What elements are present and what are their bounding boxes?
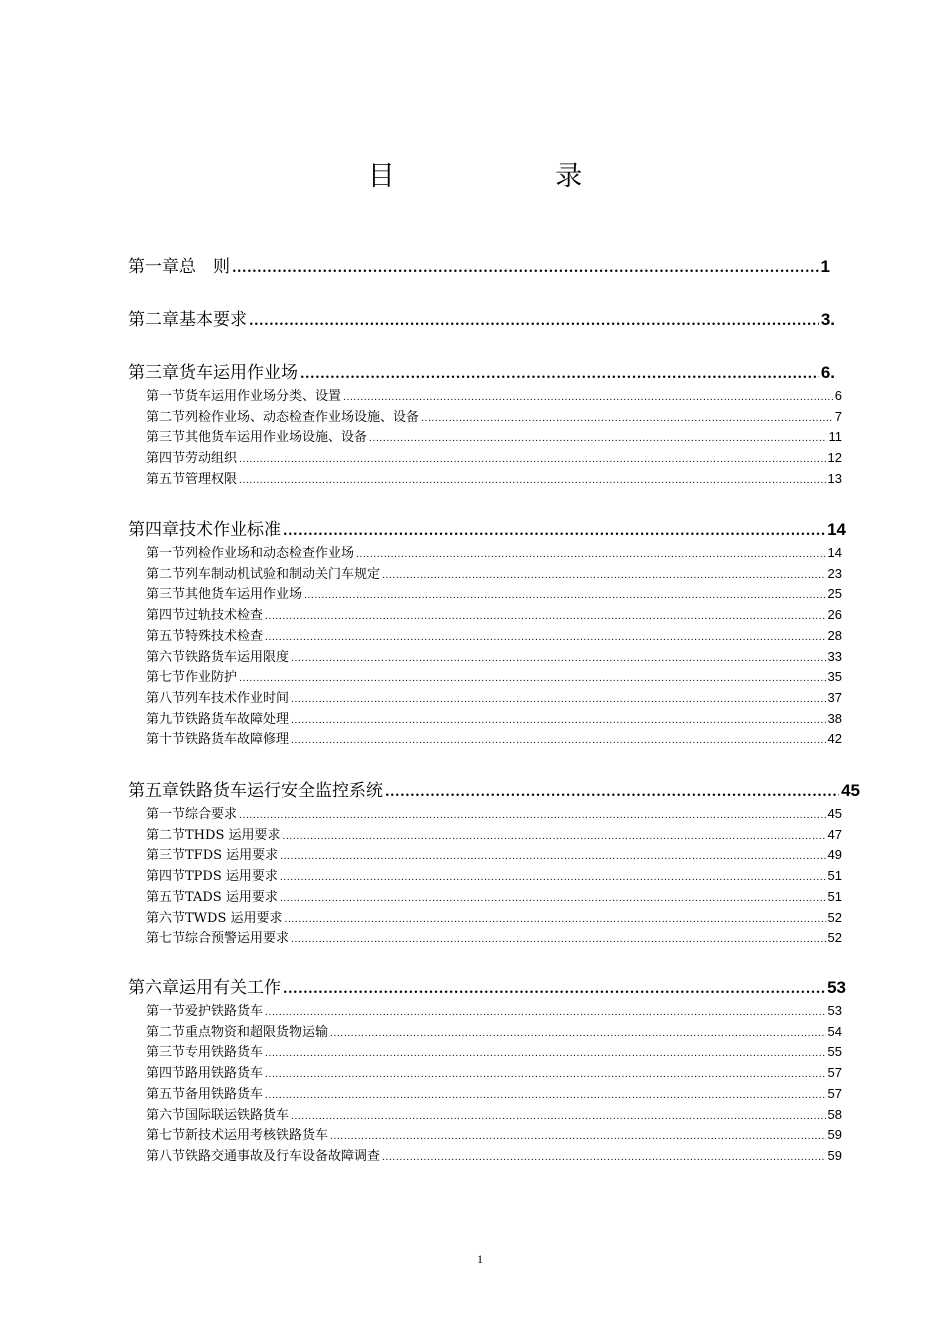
section-number: 第五节 (146, 1087, 186, 1102)
section-page: 11 (828, 429, 842, 444)
leader-dots (385, 785, 839, 800)
leader-dots (265, 1070, 826, 1080)
section-page: 37 (827, 690, 842, 705)
toc-section-entry[interactable] (146, 886, 842, 905)
chapter-page: 3. (820, 310, 835, 329)
chapter-page: 14 (827, 520, 846, 539)
leader-dots (291, 695, 826, 705)
toc-section-entry[interactable] (146, 1145, 842, 1164)
leader-dots (356, 550, 826, 560)
section-number: 第三节 (146, 848, 186, 863)
chapter-number: 第二章 (128, 310, 179, 330)
section-title: 备用铁路货车 (185, 1087, 264, 1102)
toc-section-entry[interactable] (146, 1083, 842, 1102)
leader-dots (382, 571, 826, 581)
leader-dots (291, 716, 826, 726)
leader-dots (291, 1112, 826, 1122)
toc-section-entry[interactable] (146, 728, 842, 747)
toc-section-entry[interactable] (146, 708, 842, 727)
section-page: 57 (827, 1065, 842, 1080)
section-page: 53 (827, 1003, 842, 1018)
toc-chapter-entry[interactable] (128, 358, 835, 382)
section-page: 14 (827, 545, 842, 560)
leader-dots (283, 832, 826, 842)
section-number: 第五节 (146, 890, 186, 905)
section-number: 第二节 (146, 1025, 186, 1040)
section-title: 铁路货车运用限度 (185, 650, 290, 665)
toc-section-entry[interactable] (146, 406, 842, 425)
section-number: 第二节 (146, 567, 186, 582)
section-page: 59 (827, 1148, 842, 1163)
section-number: 第九节 (146, 712, 186, 727)
toc-section-entry[interactable] (146, 1021, 842, 1040)
toc-section-entry[interactable] (146, 927, 842, 946)
chapter-number: 第四章 (128, 520, 179, 540)
section-title: 国际联运铁路货车 (185, 1108, 290, 1123)
leader-dots (280, 852, 825, 862)
section-title: 路用铁路货车 (185, 1066, 264, 1081)
toc-section-entry[interactable] (146, 1124, 842, 1143)
section-title: 作业防护 (185, 670, 238, 685)
page-title: 目 录 (367, 161, 659, 192)
section-page: 26 (827, 607, 842, 622)
section-title: 爱护铁路货车 (185, 1004, 264, 1019)
toc-section-entry[interactable] (146, 625, 842, 644)
section-number: 第八节 (146, 1149, 186, 1164)
leader-dots (265, 612, 826, 622)
leader-dots (330, 1132, 826, 1142)
section-title: 铁路交通事故及行车设备故障调查 (185, 1149, 381, 1164)
section-page: 12 (827, 450, 842, 465)
leader-dots (280, 894, 826, 904)
section-number: 第四节 (146, 608, 186, 623)
leader-dots (330, 1029, 826, 1039)
section-page: 6 (834, 388, 842, 403)
leader-dots (265, 1091, 826, 1101)
toc-section-entry[interactable] (146, 803, 842, 822)
section-number: 第六节 (146, 650, 186, 665)
leader-dots (291, 654, 826, 664)
section-title: 综合预警运用要求 (185, 931, 290, 946)
section-title: 管理权限 (185, 472, 238, 487)
leader-dots (291, 935, 826, 945)
section-page: 52 (827, 930, 842, 945)
section-page: 55 (827, 1044, 842, 1059)
toc-chapter-entry[interactable] (128, 515, 846, 539)
section-page: 7 (834, 409, 842, 424)
chapter-page: 6. (820, 363, 835, 382)
section-page: 42 (827, 731, 842, 746)
leader-dots (304, 591, 826, 601)
section-number: 第三节 (146, 587, 186, 602)
toc-section-entry[interactable] (146, 563, 842, 582)
section-number: 第七节 (146, 670, 186, 685)
section-title: 过轨技术检查 (185, 608, 264, 623)
chapter-title: 基本要求 (179, 310, 247, 330)
chapter-title: 铁路货车运行安全监控系统 (179, 781, 383, 801)
section-number: 第四节 (146, 1066, 186, 1081)
section-page: 35 (827, 669, 842, 684)
section-number: 第四节 (146, 869, 186, 884)
section-title: 列车技术作业时间 (185, 691, 290, 706)
section-title: 铁路货车故障修理 (185, 732, 290, 747)
leader-dots (265, 1008, 826, 1018)
chapter-number: 第三章 (128, 363, 179, 383)
section-title: 重点物资和超限货物运输 (185, 1025, 329, 1040)
section-title: 铁路货车故障处理 (185, 712, 290, 727)
section-page: 28 (827, 628, 842, 643)
leader-dots (382, 1153, 826, 1163)
chapter-number: 第一章 (128, 257, 179, 277)
section-title: TWDS 运用要求 (185, 911, 283, 926)
section-title: TADS 运用要求 (185, 890, 278, 905)
leader-dots (285, 915, 826, 925)
section-page: 59 (827, 1127, 842, 1142)
section-number: 第十节 (146, 732, 186, 747)
section-number: 第四节 (146, 451, 186, 466)
section-number: 第三节 (146, 430, 186, 445)
section-number: 第三节 (146, 1045, 186, 1060)
leader-dots (283, 982, 825, 997)
section-title: 新技术运用考核铁路货车 (185, 1128, 329, 1143)
section-number: 第二节 (146, 828, 186, 843)
section-number: 第二节 (146, 410, 186, 425)
toc-section-entry[interactable] (146, 426, 842, 445)
toc-section-entry[interactable] (146, 844, 842, 863)
section-number: 第五节 (146, 629, 186, 644)
section-title: 劳动组织 (185, 451, 238, 466)
section-number: 第一节 (146, 807, 186, 822)
section-page: 51 (827, 889, 842, 904)
toc-section-entry[interactable] (146, 542, 842, 561)
toc-section-entry[interactable] (146, 385, 842, 404)
section-number: 第八节 (146, 691, 186, 706)
chapter-number: 第六章 (128, 978, 179, 998)
section-page: 51 (827, 868, 842, 883)
section-page: 57 (827, 1086, 842, 1101)
toc-section-entry[interactable] (146, 687, 842, 706)
section-number: 第一节 (146, 546, 186, 561)
section-page: 52 (827, 910, 842, 925)
section-page: 13 (827, 471, 842, 486)
section-title: TFDS 运用要求 (185, 848, 279, 863)
section-page: 49 (827, 847, 842, 862)
leader-dots (232, 261, 819, 276)
leader-dots (369, 434, 826, 444)
section-page: 38 (827, 711, 842, 726)
leader-dots (283, 524, 825, 539)
section-title: 专用铁路货车 (185, 1045, 264, 1060)
section-number: 第七节 (146, 1128, 186, 1143)
leader-dots (343, 393, 833, 403)
section-page: 23 (827, 566, 842, 581)
toc-section-entry[interactable] (146, 583, 842, 602)
section-number: 第七节 (146, 931, 186, 946)
chapter-number: 第五章 (128, 781, 179, 801)
leader-dots (239, 674, 826, 684)
section-title: 特殊技术检查 (185, 629, 264, 644)
leader-dots (239, 455, 826, 465)
toc-section-entry[interactable] (146, 666, 842, 685)
chapter-title: 技术作业标准 (179, 520, 281, 540)
toc-section-entry[interactable] (146, 1104, 842, 1123)
leader-dots (421, 414, 833, 424)
toc-chapter-entry[interactable] (128, 305, 835, 329)
toc-section-entry[interactable] (146, 604, 842, 623)
section-title: THDS 运用要求 (185, 828, 281, 843)
leader-dots (249, 314, 819, 329)
leader-dots (239, 476, 826, 486)
section-title: 货车运用作业场分类、设置 (185, 389, 342, 404)
toc-section-entry[interactable] (146, 468, 842, 487)
leader-dots (239, 811, 826, 821)
toc-section-entry[interactable] (146, 1041, 842, 1060)
toc-chapter-entry[interactable] (128, 973, 846, 997)
chapter-title: 货车运用作业场 (179, 363, 298, 383)
chapter-title: 运用有关工作 (179, 978, 281, 998)
toc-section-entry[interactable] (146, 447, 842, 466)
section-page: 58 (827, 1107, 842, 1122)
section-title: 列检作业场、动态检查作业场设施、设备 (185, 410, 420, 425)
section-number: 第一节 (146, 389, 186, 404)
chapter-page: 53 (827, 978, 846, 997)
toc-chapter-entry[interactable] (128, 776, 860, 800)
leader-dots (291, 736, 826, 746)
toc-section-entry[interactable] (146, 1062, 842, 1081)
section-title: 综合要求 (185, 807, 238, 822)
leader-dots (265, 1049, 826, 1059)
chapter-page: 45 (841, 781, 860, 800)
toc-section-entry[interactable] (146, 865, 842, 884)
toc-section-entry[interactable] (146, 824, 842, 843)
section-number: 第五节 (146, 472, 186, 487)
section-number: 第一节 (146, 1004, 186, 1019)
section-page: 54 (827, 1024, 842, 1039)
page-number: 1 (477, 1252, 483, 1266)
toc-section-entry[interactable] (146, 646, 842, 665)
section-title: 其他货车运用作业场 (185, 587, 303, 602)
section-number: 第六节 (146, 911, 186, 926)
section-title: 列检作业场和动态检查作业场 (185, 546, 355, 561)
section-page: 47 (827, 827, 842, 842)
section-page: 33 (827, 649, 842, 664)
leader-dots (265, 633, 826, 643)
section-page: 25 (827, 586, 842, 601)
toc-chapter-entry[interactable] (128, 252, 830, 276)
section-title: 列车制动机试验和制动关门车规定 (185, 567, 381, 582)
leader-dots (280, 873, 826, 883)
section-title: TPDS 运用要求 (185, 869, 278, 884)
toc-section-entry[interactable] (146, 1000, 842, 1019)
section-number: 第六节 (146, 1108, 186, 1123)
leader-dots (300, 367, 819, 382)
chapter-page: 1 (820, 257, 830, 276)
section-page: 45 (827, 806, 842, 821)
section-title: 其他货车运用作业场设施、设备 (185, 430, 368, 445)
chapter-title: 总 则 (179, 257, 230, 277)
toc-section-entry[interactable] (146, 907, 842, 926)
